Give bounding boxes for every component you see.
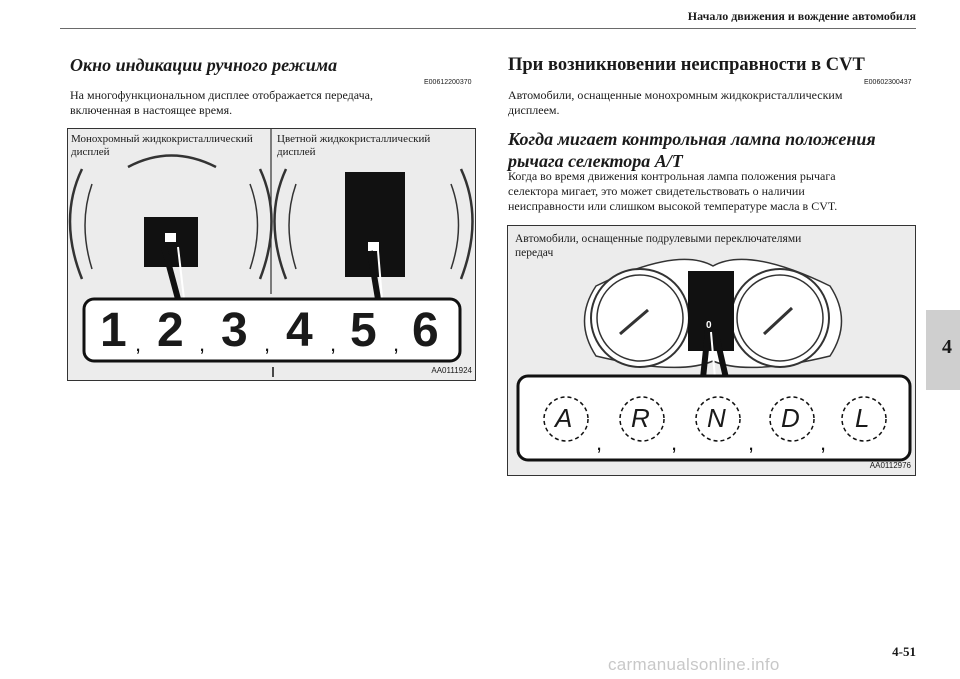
color-label-line: дисплей bbox=[277, 146, 316, 158]
paddle-label-line: передач bbox=[515, 247, 554, 259]
color-display-label bbox=[277, 133, 430, 159]
svg-text:,: , bbox=[596, 430, 603, 455]
right-body bbox=[508, 169, 918, 214]
left-section-code: E00612200370 bbox=[424, 79, 472, 86]
figure-code: AA0111924 bbox=[431, 366, 472, 375]
gear-letter: A bbox=[555, 403, 573, 433]
svg-text:,: , bbox=[671, 430, 678, 455]
right-intro bbox=[508, 88, 918, 118]
watermark: carmanualsonline.info bbox=[608, 655, 780, 674]
center-display-char: 0 bbox=[706, 320, 712, 331]
paddle-shift-label bbox=[515, 232, 801, 260]
gear-digit: 2 bbox=[157, 304, 184, 357]
cvt-illustration bbox=[508, 226, 915, 475]
running-header: Начало движения и вождение автомобиля bbox=[687, 9, 916, 23]
left-body-line: На многофункциональном дисплее отображается передача, bbox=[70, 88, 373, 102]
page-number: 4-51 bbox=[892, 644, 916, 659]
mono-label-line: Монохромный жидкокристаллический bbox=[71, 133, 253, 145]
svg-text:,: , bbox=[393, 331, 400, 356]
gear-digit: 5 bbox=[350, 304, 377, 357]
right-body-line: Когда во время движения контрольная лампа положения рычага bbox=[508, 169, 836, 183]
paddle-label-line: Автомобили, оснащенные подрулевыми переключателями bbox=[515, 233, 802, 245]
right-subtitle-line: Когда мигает контрольная лампа положения bbox=[508, 129, 876, 149]
right-subtitle bbox=[508, 128, 876, 172]
svg-text:,: , bbox=[820, 430, 827, 455]
right-section-code: E00602300437 bbox=[864, 79, 912, 86]
svg-text:,: , bbox=[135, 331, 142, 356]
header-rule bbox=[60, 28, 916, 29]
gear-letter: L bbox=[855, 403, 870, 433]
right-body-line: неисправности или слишком высокой температуре масла в CVT. bbox=[508, 199, 838, 213]
gear-letter: R bbox=[631, 403, 650, 433]
mono-label-line: дисплей bbox=[71, 146, 110, 158]
left-body bbox=[70, 88, 480, 118]
manual-mode-figure bbox=[67, 128, 476, 381]
right-subtitle-line: рычага селектора A/T bbox=[508, 151, 683, 171]
right-intro-line: Автомобили, оснащенные монохромным жидкокристаллическим bbox=[508, 88, 843, 102]
gear-digit: 4 bbox=[286, 304, 313, 357]
gear-digit: 1 bbox=[100, 304, 127, 357]
chapter-number: 4 bbox=[942, 336, 952, 358]
svg-text:,: , bbox=[264, 331, 271, 356]
left-body-line: включенная в настоящее время. bbox=[70, 103, 233, 117]
svg-text:,: , bbox=[199, 331, 206, 356]
right-intro-line: дисплеем. bbox=[508, 103, 560, 117]
svg-text:,: , bbox=[748, 430, 755, 455]
right-section-title: При возникновении неисправности в CVT bbox=[508, 55, 865, 75]
gear-digit: 6 bbox=[412, 304, 439, 357]
mono-display-label bbox=[71, 133, 253, 159]
left-section-title: Окно индикации ручного режима bbox=[70, 55, 338, 75]
right-body-line: селектора мигает, это может свидетельствовать о наличии bbox=[508, 184, 805, 198]
gear-letter: D bbox=[781, 403, 800, 433]
svg-text:,: , bbox=[330, 331, 337, 356]
color-label-line: Цветной жидкокристаллический bbox=[277, 133, 431, 145]
cvt-figure bbox=[507, 225, 916, 476]
gear-letter: N bbox=[707, 403, 726, 433]
gear-digit: 3 bbox=[221, 304, 248, 357]
figure-code: AA0112976 bbox=[869, 461, 911, 470]
